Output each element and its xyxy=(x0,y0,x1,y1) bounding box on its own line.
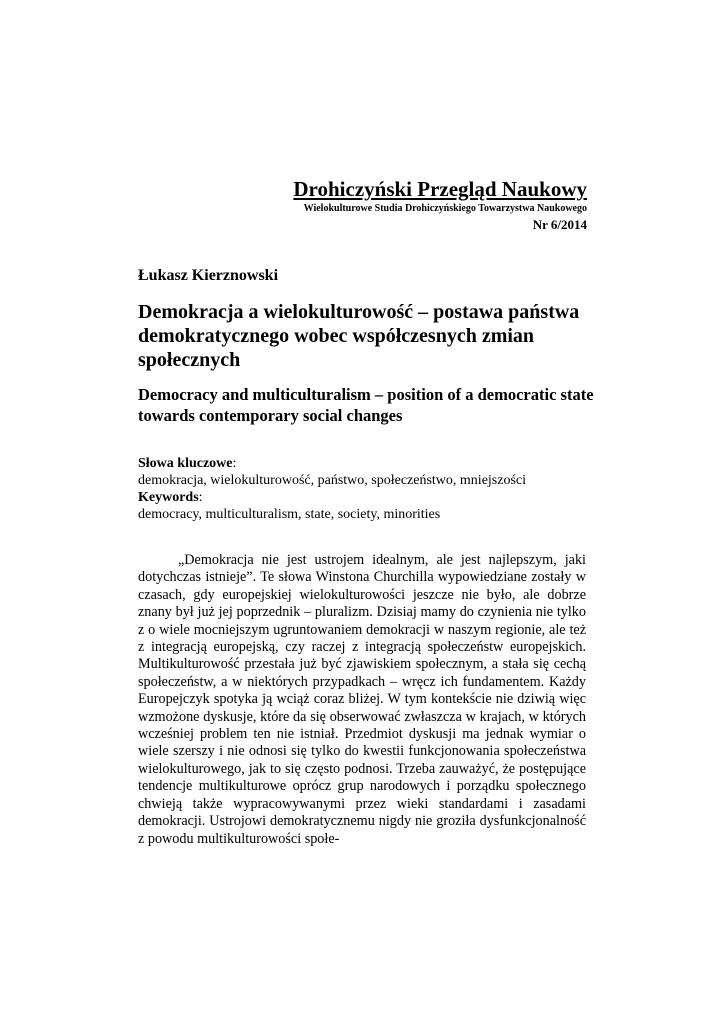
article-title-polish: Demokracja a wielokulturowość – postawa państwa demokratycznego wobec współczesnych zmian społecznych xyxy=(138,301,580,371)
journal-header xyxy=(293,176,587,233)
keywords-en-heading xyxy=(138,489,598,506)
keywords-pl-colon: : xyxy=(232,456,237,471)
keywords-pl-heading xyxy=(138,455,598,472)
journal-title: Drohiczyński Przegląd Naukowy xyxy=(293,177,587,201)
keywords-section xyxy=(138,455,598,523)
body-paragraph: „Demokracja nie jest ustrojem idealnym, ale jest najlepszym, jaki dotychczas istnieje”. Te słowa Winstona Churchilla wypowiedziane zostały w czasach, gdy europejskiej wielokulturowości jeszcze nie było, ale dobrze znany był już jej poprzednik – pluralizm. Dzisiaj mamy do czynienia nie tylko z o wiele mocniejszym ugruntowaniem demokracji w naszym regionie, ale też z integracją europejską, czy raczej z integracją społeczeństw europejskich. Multikulturowość przestała już być zjawiskiem społecznym, a stała się cechą społeczeństw, a w niektórych przypadkach – wręcz ich fundamentem. Każdy Europejczyk spotyka ją wciąż coraz bliżej. W tym kontekście nie dziwią więc wzmożone dyskusje, które da się obserwować zwłaszcza w krajach, w których wcześniej problem ten nie istniał. Przedmiot dyskusji ma jednak wymiar o wiele szerszy i nie odnosi się tylko do kwestii funkcjonowania społeczeństwa wielokulturowego, jak to się często podnosi. Trzeba zauważyć, że postępujące tendencje multikulturowe oprócz grup narodowych i porządku społecznego chwieją także wypracowywanymi przez wieki standardami i zasadami demokracji. Ustrojowi demokratycznemu nigdy nie groziła dysfunkcjonalność z powodu multikulturowości społe- xyxy=(138,552,586,847)
article-author: Łukasz Kierznowski xyxy=(138,267,279,284)
keywords-en-colon: : xyxy=(198,490,203,505)
journal-subtitle: Wielokulturowe Studia Drohiczyńskiego Towarzystwa Naukowego xyxy=(303,203,587,214)
journal-issue-number: Nr 6/2014 xyxy=(532,217,587,232)
keywords-pl-label: Słowa kluczowe xyxy=(138,456,233,471)
article-body xyxy=(138,552,586,848)
keywords-pl-values: demokracja, wielokulturowość, państwo, społeczeństwo, mniejszości xyxy=(138,473,527,488)
keywords-en-values: democracy, multiculturalism, state, society, minorities xyxy=(138,507,441,522)
keywords-en-label: Keywords xyxy=(138,490,199,505)
article-title-english: Democracy and multiculturalism – position of a democratic state towards contemporary social changes xyxy=(138,385,594,425)
